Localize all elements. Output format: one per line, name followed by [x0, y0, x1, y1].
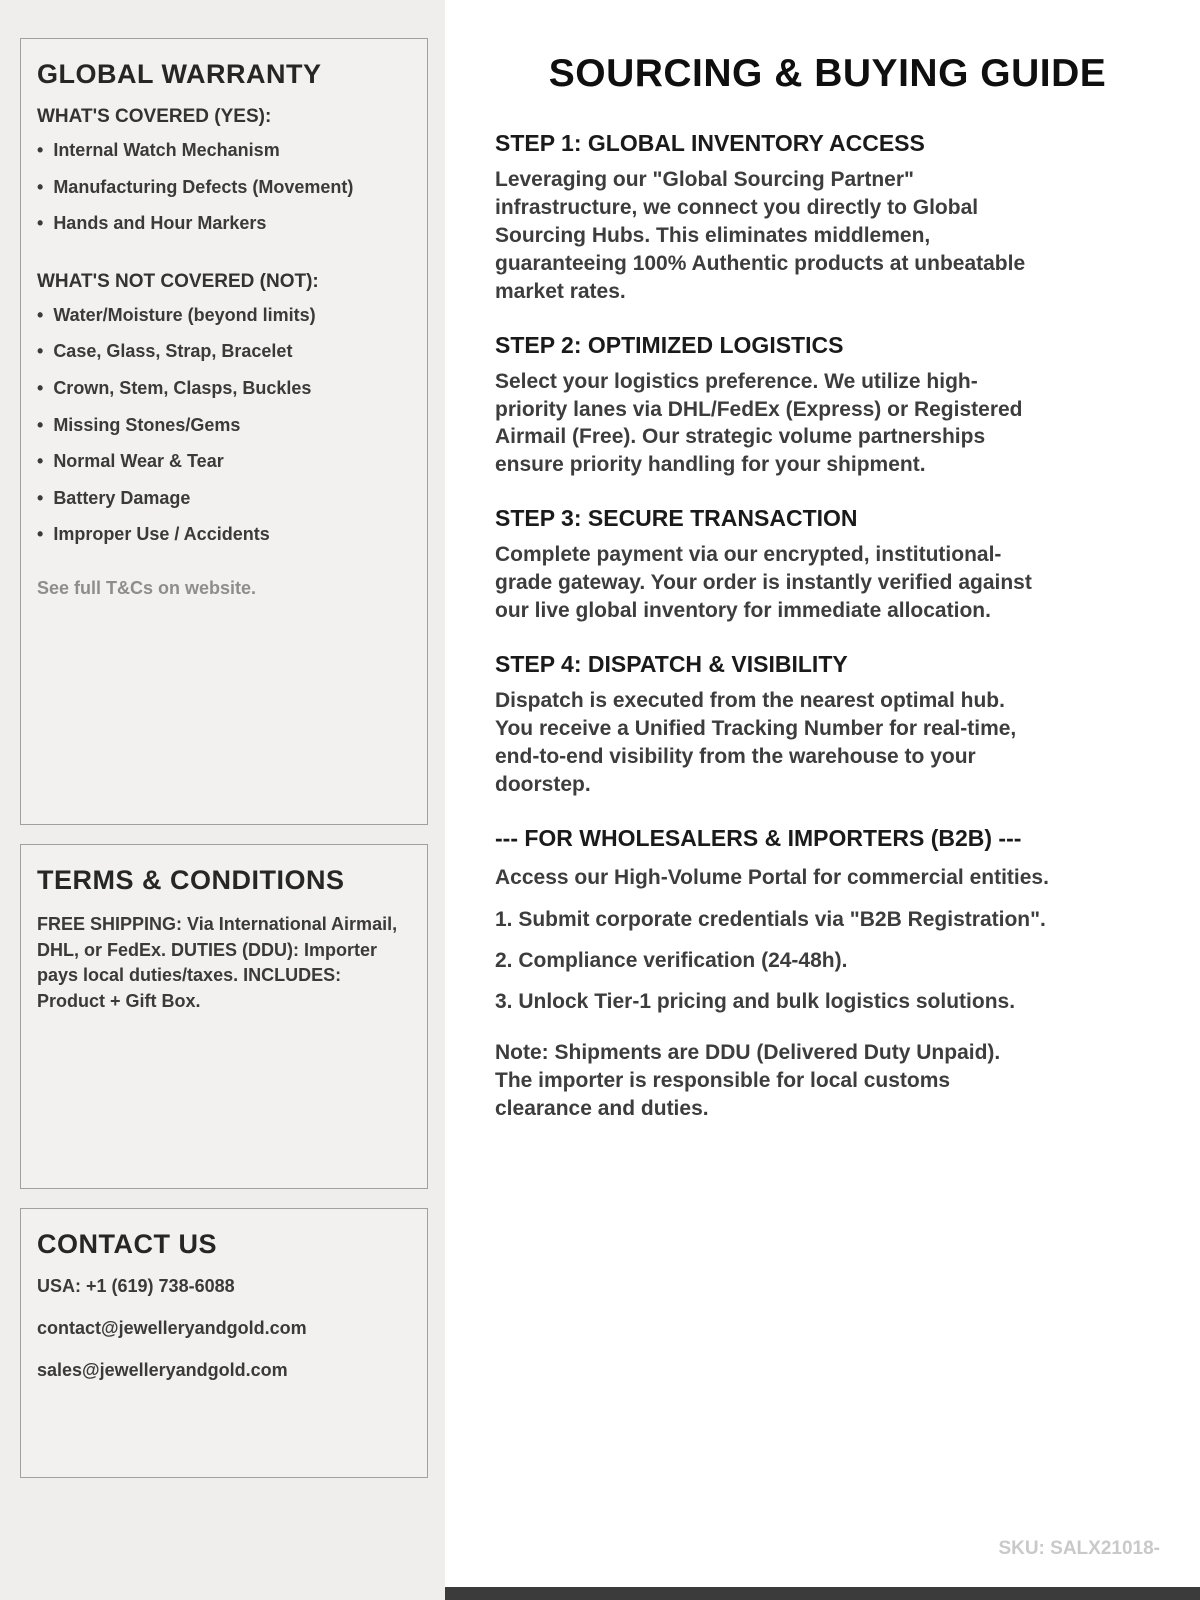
section-b2b: [495, 825, 1160, 1123]
warranty-covered-list: [37, 140, 411, 235]
b2b-item: 3. Unlock Tier-1 pricing and bulk logistics solutions.: [495, 989, 1016, 1013]
sku-label: SKU: SALX21018-: [998, 1538, 1160, 1559]
b2b-note: Note: Shipments are DDU (Delivered Duty Unpaid). The importer is responsible for local customs clearance and duties.: [495, 1041, 1001, 1121]
bottom-bar: [445, 1587, 1200, 1600]
b2b-intro: Access our High-Volume Portal for commercial entities.: [495, 865, 1049, 889]
section-step-1: [495, 130, 1160, 306]
contact-email-primary: contact@jewelleryandgold.com: [37, 1318, 307, 1338]
warranty-title: GLOBAL WARRANTY: [37, 59, 322, 89]
section-body: Leveraging our "Global Sourcing Partner" infrastructure, we connect you directly to Global Sourcing Hubs. This eliminates middlemen, guaranteeing 100% Authentic products at unbeatable market rates.: [495, 168, 1026, 303]
list-item: • Hands and Hour Markers: [37, 213, 411, 235]
section-heading: STEP 4: DISPATCH & VISIBILITY: [495, 651, 848, 678]
list-item: • Improper Use / Accidents: [37, 524, 411, 546]
section-heading: STEP 2: OPTIMIZED LOGISTICS: [495, 331, 844, 358]
section-body: Complete payment via our encrypted, institutional-grade gateway. Your order is instantly verified against our live global inventory for immediate allocation.: [495, 543, 1032, 623]
section-body: Select your logistics preference. We utilize high-priority lanes via DHL/FedEx (Express) or Registered Airmail (Free). Our strategic volume partnerships ensure priority handling for your shipment.: [495, 369, 1023, 477]
warranty-covered-title: WHAT'S COVERED (YES):: [37, 106, 272, 127]
list-item: • Crown, Stem, Clasps, Buckles: [37, 378, 411, 400]
warranty-not-covered-list: [37, 305, 411, 546]
list-item: • Case, Glass, Strap, Bracelet: [37, 341, 411, 363]
list-item: • Manufacturing Defects (Movement): [37, 177, 411, 199]
sidebar: [0, 0, 445, 1600]
page-title: SOURCING & BUYING GUIDE: [548, 52, 1107, 95]
warranty-not-covered-title: WHAT'S NOT COVERED (NOT):: [37, 270, 319, 292]
section-step-4: [495, 651, 1160, 799]
b2b-heading: --- FOR WHOLESALERS & IMPORTERS (B2B) ---: [495, 824, 1022, 851]
warranty-box: [20, 38, 428, 825]
list-item: • Normal Wear & Tear: [37, 451, 411, 473]
contact-box: [20, 1208, 428, 1478]
terms-box: [20, 844, 428, 1189]
list-item: • Internal Watch Mechanism: [37, 140, 411, 162]
contact-email-sales: sales@jewelleryandgold.com: [37, 1360, 288, 1380]
main-content: [445, 0, 1200, 1600]
b2b-item: 2. Compliance verification (24-48h).: [495, 948, 848, 972]
warranty-footnote: See full T&Cs on website.: [37, 577, 257, 598]
list-item: • Missing Stones/Gems: [37, 415, 411, 437]
section-step-3: [495, 505, 1160, 625]
section-body: Dispatch is executed from the nearest optimal hub. You receive a Unified Tracking Number for real-time, end-to-end visibility from the warehouse to your doorstep.: [495, 689, 1017, 796]
section-heading: STEP 3: SECURE TRANSACTION: [495, 505, 858, 532]
b2b-item: 1. Submit corporate credentials via "B2B Registration".: [495, 907, 1046, 931]
terms-body: FREE SHIPPING: Via International Airmail, DHL, or FedEx. DUTIES (DDU): Importer pays local duties/taxes. INCLUDES: Product + Gift Box.: [37, 914, 398, 1011]
section-step-2: [495, 332, 1160, 480]
terms-title: TERMS & CONDITIONS: [37, 865, 345, 895]
list-item: • Water/Moisture (beyond limits): [37, 305, 411, 327]
contact-phone: USA: +1 (619) 738-6088: [37, 1276, 235, 1296]
list-item: • Battery Damage: [37, 488, 411, 510]
section-heading: STEP 1: GLOBAL INVENTORY ACCESS: [495, 130, 925, 156]
contact-title: CONTACT US: [37, 1229, 217, 1259]
